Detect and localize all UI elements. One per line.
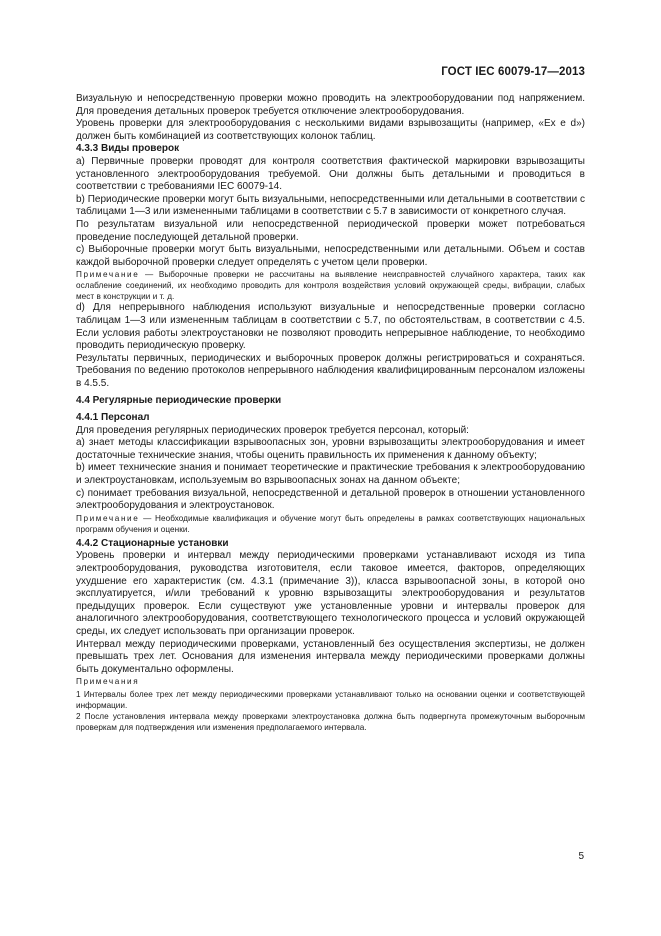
page-number: 5 <box>578 851 584 862</box>
document-body <box>76 93 585 733</box>
paragraph: Результаты первичных, периодических и выборочных проверок должны регистрироваться и сохраняться. Требования по ведению протоколов непрерывного наблюдения квалифицированным персоналом изложены в 4.5.5. <box>76 352 585 389</box>
paragraph: Визуальную и непосредственную проверки можно проводить на электрооборудовании под напряжением. Для проведения детальных проверок требуется отключение электрооборудования. <box>76 93 585 117</box>
list-item-b: b) Периодические проверки могут быть визуальными, непосредственными или детальными в соответствии с таблицами 1—3 или измененными таблицами в соответствии с 5.7 в зависимости от конкретного случая. <box>76 193 585 218</box>
section-heading-4-4-1: 4.4.1 Персонал <box>76 412 150 424</box>
note-block <box>76 269 585 302</box>
list-item-a: а) Первичные проверки проводят для контроля соответствия фактической маркировки взрывозащиты установленного электрооборудования требуемой. Они должны быть детальными и проводиться в соответствии с требованиями IEC 60079-14. <box>76 155 585 193</box>
paragraph: По результатам визуальной или непосредственной периодической проверки может потребоваться проведение последующей детальной проверки. <box>76 218 585 243</box>
section-heading-4-3-3: 4.3.3 Виды проверок <box>76 143 180 155</box>
note-text: — Выборочные проверки не рассчитаны на выявление неисправностей случайного характера, таких как ослабление соединений, их необходимо проводить для контроля воздействия условий окружающей среды, вибрации, слабых мест в конструкции и т. д. <box>76 270 586 302</box>
note-item: 1 Интервалы более трех лет между периодическими проверками устанавливают только на основании оценки и соответствующей информации. <box>76 689 585 710</box>
list-item-c: с) Выборочные проверки могут быть визуальными, непосредственными или детальными. Объем и состав каждой выборочной проверки следует определять с учетом цели проверки. <box>76 244 585 268</box>
section-heading-4-4-2: 4.4.2 Стационарные установки <box>76 537 229 549</box>
note-item: 2 После установления интервала между проверками электроустановка должна быть подвергнута промежуточным выборочным проверкам для подтверждения или изменения предполагаемого интервала. <box>76 711 585 732</box>
paragraph: Уровень проверки и интервал между периодическими проверками устанавливают исходя из типа электрооборудования, руководства изготовителя, если таковое имеется, факторов, определяющих ухудшение его характеристик (см. 4.3.1 (примечание 3)), класса взрывоопасной зоны, в которой оно эксплуатируется, и/или требований к уровню взрывозащиты электрооборудования и результатов предыдущих проверок. Если существуют уже установленные уровни и интервалы проверок для аналогичного электрооборудования, соответствующего технологического процесса и условий окружающей среды, их следует использовать при организации проверок. <box>76 550 585 637</box>
paragraph: Интервал между периодическими проверками, установленный без осуществления экспертизы, не должен превышать трех лет. Основания для изменения интервала между периодическими проверками должны быть документально оформлены. <box>76 638 585 675</box>
list-item-a: а) знает методы классификации взрывоопасных зон, уровни взрывозащиты электрооборудования и имеет достаточные технические знания, чтобы оценить правильность их применения к данному объекту; <box>76 437 585 461</box>
note-block <box>76 513 585 535</box>
section-heading-4-4: 4.4 Регулярные периодические проверки <box>76 395 282 407</box>
note-label: Примечание <box>76 270 140 280</box>
list-item-b: b) имеет технические знания и понимает теоретические и практические требования к электрооборудованию и электроустановкам, используемым во взрывоопасных зонах на данном объекте; <box>76 462 585 487</box>
paragraph: Для проведения регулярных периодических проверок требуется персонал, который: <box>76 424 469 436</box>
notes-title: Примечания <box>76 677 140 687</box>
document-code-header: ГОСТ IEC 60079-17—2013 <box>441 66 585 78</box>
list-item-d: d) Для непрерывного наблюдения используют визуальные и непосредственные проверки согласно таблицам 1—3 или измененным таблицам в соответствии с 5.7, по обстоятельствам, в соответствии с 4.5. Если условия работы электроустановки не позволяют проводить непрерывное наблюдение, то необходимо проводить периодическую проверку. <box>76 302 585 352</box>
note-text: — Необходимые квалификация и обучение могут быть определены в рамках соответствующих национальных программ обучения и оценки. <box>76 513 585 534</box>
list-item-c: с) понимает требования визуальной, непосредственной и детальной проверок в отношении установленного электрооборудования и электроустановок. <box>76 487 585 512</box>
paragraph: Уровень проверки для электрооборудования с несколькими видами взрывозащиты (например, «Ex e d») должен быть комбинацией из соответствующих колонок таблиц. <box>76 118 585 142</box>
note-label: Примечание <box>76 513 140 523</box>
